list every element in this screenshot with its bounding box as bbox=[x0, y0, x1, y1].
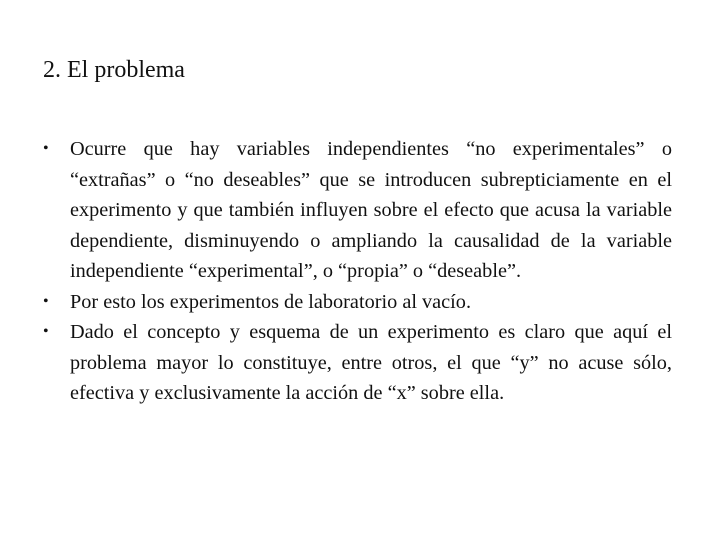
bullet-icon: • bbox=[43, 292, 49, 310]
bullet-text: Por esto los experimentos de laboratorio al vacío. bbox=[70, 290, 472, 313]
bullet-text: Dado el concepto y esquema de un experimento es claro que aquí el problema mayor lo constituye, entre otros, el que “y” no acuse sólo, efectiva y exclusivamente la acción de “x” sobre ella. bbox=[70, 321, 672, 404]
bullet-text: Ocurre que hay variables independientes “no experimentales” o “extrañas” o “no deseables” que se introducen subrepticiamente en el experimento y que también influyen sobre el efecto que acusa la variable dependiente, disminuyendo o ampliando la causalidad de la variable independiente “experimental”, o “propia” o “deseable”. bbox=[70, 138, 672, 282]
slide-title: 2. El problema bbox=[43, 57, 185, 83]
bullet-item bbox=[40, 317, 672, 409]
bullet-icon: • bbox=[43, 140, 49, 157]
bullet-icon: • bbox=[43, 323, 49, 340]
bullet-item bbox=[40, 134, 672, 287]
bullet-item bbox=[40, 287, 672, 318]
bullet-list bbox=[40, 134, 672, 409]
